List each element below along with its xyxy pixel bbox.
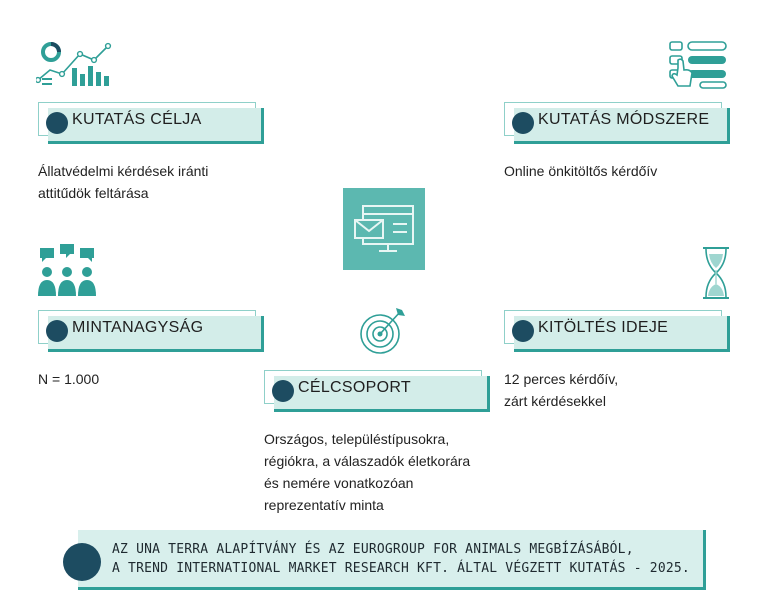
analytics-chart-icon [36, 40, 114, 88]
bullet-dot [512, 320, 534, 342]
target-group-text: Országos, településtípusokra, régiókra, a válaszadók életkorára és nemére vonatkozóan reprezentatív minta [264, 431, 471, 513]
research-method-text: Online önkitöltős kérdőív [504, 163, 658, 179]
research-goal-label [38, 102, 256, 136]
research-goal-title: KUTATÁS CÉLJA [72, 111, 202, 128]
completion-time-title: KITÖLTÉS IDEJE [538, 319, 669, 336]
bullet-dot [46, 320, 68, 342]
bullet-dot [46, 112, 68, 134]
form-click-icon [668, 40, 730, 90]
footer-line-1: AZ UNA TERRA ALAPÍTVÁNY ÉS AZ EUROGROUP FOR ANIMALS MEGBÍZÁSÁBÓL, [112, 542, 634, 557]
target-group-title: CÉLCSOPORT [298, 379, 411, 396]
research-method-label [504, 102, 722, 136]
email-monitor-icon [343, 188, 425, 270]
footer-banner [78, 530, 706, 590]
hourglass-icon [700, 246, 732, 300]
completion-time-text: 12 perces kérdőív, zárt kérdésekkel [504, 371, 619, 409]
footer-bullet-dot [63, 543, 101, 581]
bullet-dot [512, 112, 534, 134]
bullet-dot [272, 380, 294, 402]
target-icon [358, 304, 408, 356]
research-method-title: KUTATÁS MÓDSZERE [538, 111, 710, 128]
sample-size-text: N = 1.000 [38, 371, 100, 387]
research-goal-text: Állatvédelmi kérdések iránti attitűdök feltárása [38, 163, 209, 201]
people-discussion-icon [36, 244, 98, 298]
target-group-label [264, 370, 482, 404]
footer-line-2: A TREND INTERNATIONAL MARKET RESEARCH KFT. ÁLTAL VÉGZETT KUTATÁS - 2025. [112, 561, 690, 576]
completion-time-label [504, 310, 722, 344]
sample-size-label [38, 310, 256, 344]
sample-size-title: MINTANAGYSÁG [72, 319, 204, 336]
